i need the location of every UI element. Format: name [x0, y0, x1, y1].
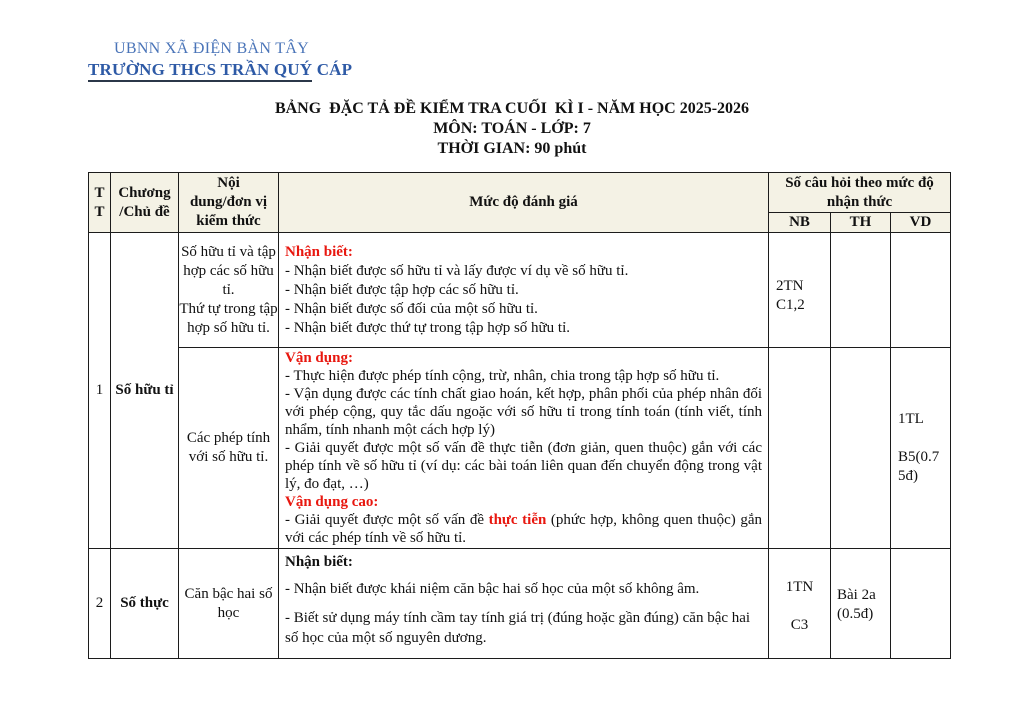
chapter-cell-so-huu-ti: Số hữu tỉ	[111, 233, 179, 549]
assessment-bullet: - Nhận biết được khái niệm căn bậc hai số học của một số không âm.	[285, 581, 700, 597]
assessment-bullet: - Giải quyết được một số vấn đề thực tiễn (đơn giản, quen thuộc) gắn với các phép tính về số hữu tỉ (ví dụ: các bài toán liên quan đến chuyển động trong vật lý, đo đạt, …)	[285, 440, 762, 492]
assessment-cell-1b	[279, 348, 769, 549]
assessment-cell-1a	[279, 233, 769, 348]
level-label-van-dung: Vận dụng:	[285, 350, 353, 366]
document-title-block	[0, 99, 1024, 159]
bullet-text-pre: - Giải quyết được một số vấn đề	[285, 512, 489, 528]
assessment-bullet: - Vận dụng được các tính chất giao hoán, kết hợp, phân phối của phép nhân đối với phép cộng, quy tắc dấu ngoặc với số hữu tỉ trong tính toán (tính viết, tính nhẩm, tính nhanh một cách hợp lý)	[285, 386, 762, 438]
table-header-row-1	[89, 173, 951, 213]
table-row-1a	[89, 233, 951, 348]
tt-cell-1: 1	[89, 233, 111, 549]
assessment-bullet: - Nhận biết được số đối của một số hữu tỉ.	[285, 300, 538, 317]
level-label-nhan-biet-1a: Nhận biết:	[285, 243, 353, 260]
col-header-assessment: Mức độ đánh giá	[279, 173, 769, 233]
col-header-vd: VD	[891, 213, 951, 233]
assessment-bullet: - Thực hiện được phép tính cộng, trừ, nhân, chia trong tập hợp số hữu tỉ.	[285, 368, 720, 384]
assessment-bullet: - Biết sử dụng máy tính cầm tay tính giá trị (đúng hoặc gần đúng) căn bậc hai số học của một số nguyên dương.	[285, 610, 751, 646]
content-cell-1b: Các phép tính với số hữu tỉ.	[179, 348, 279, 549]
tt-cell-2: 2	[89, 549, 111, 659]
assessment-bullet	[285, 511, 762, 547]
content-cell-2: Căn bậc hai số học	[179, 549, 279, 659]
spec-table	[88, 172, 951, 659]
th-cell-1a	[831, 233, 891, 348]
col-header-th: TH	[831, 213, 891, 233]
school-name-rest: CÁP	[312, 60, 353, 79]
duration-line: THỜI GIAN: 90 phút	[437, 140, 587, 157]
vd-cell-1a	[891, 233, 951, 348]
org-name-line1: UBNN XÃ ĐIỆN BÀN TÂY	[114, 40, 310, 57]
nb-cell-1a: 2TN C1,2	[769, 233, 831, 348]
col-header-content: Nội dung/đơn vị kiểm thức	[179, 173, 279, 233]
org-name-line2	[88, 60, 352, 80]
document-title: BẢNG ĐẶC TẢ ĐỀ KIỂM TRA CUỐI KÌ I - NĂM HỌC 2025-2026	[274, 100, 750, 117]
vd-cell-1b: 1TL B5(0.75đ)	[891, 348, 951, 549]
assessment-bullet: - Nhận biết được tập hợp các số hữu tỉ.	[285, 281, 519, 298]
col-header-question-group: Số câu hỏi theo mức độ nhận thức	[769, 173, 951, 213]
col-header-tt: T T	[89, 173, 111, 233]
assessment-bullet: - Nhận biết được thứ tự trong tập hợp số hữu tỉ.	[285, 319, 571, 336]
content-cell-1a: Số hữu tỉ và tập hợp các số hữu tỉ. Thứ tự trong tập hợp số hữu tỉ.	[179, 233, 279, 348]
nb-cell-1b	[769, 348, 831, 549]
table-row-2	[89, 549, 951, 659]
vd-cell-2	[891, 549, 951, 659]
subject-line: MÔN: TOÁN - LỚP: 7	[433, 120, 591, 137]
letterhead	[88, 40, 352, 80]
col-header-nb: NB	[769, 213, 831, 233]
level-label-nhan-biet-2: Nhận biết:	[285, 554, 353, 570]
col-header-chapter: Chương /Chủ đề	[111, 173, 179, 233]
assessment-cell-2	[279, 549, 769, 659]
assessment-bullet: - Nhận biết được số hữu tỉ và lấy được ví dụ về số hữu tỉ.	[285, 262, 629, 279]
th-cell-1b	[831, 348, 891, 549]
nb-cell-2: 1TN C3	[769, 549, 831, 659]
level-label-van-dung-cao: Vận dụng cao:	[285, 494, 379, 510]
chapter-cell-so-thuc: Số thực	[111, 549, 179, 659]
bullet-text-post: (phức hợp, không quen thuộc) gắn với các phép tính về số hữu tỉ.	[285, 512, 762, 546]
th-cell-2: Bài 2a (0.5đ)	[831, 549, 891, 659]
school-name-underlined: TRƯỜNG THCS TRẦN QUÝ	[88, 60, 312, 82]
table-row-1b	[89, 348, 951, 549]
bullet-text-highlight: thực tiễn	[488, 512, 547, 528]
